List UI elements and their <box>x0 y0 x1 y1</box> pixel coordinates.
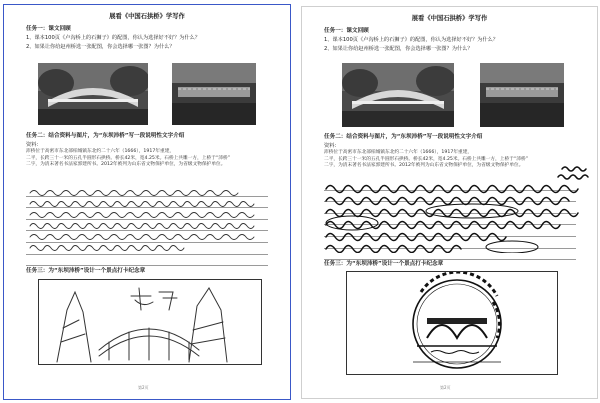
bridge-sketch-icon <box>39 280 261 364</box>
stamp-design-frame <box>346 271 558 375</box>
bridge-photo-2 <box>172 63 256 125</box>
page-footer: 第2页 <box>440 385 451 390</box>
bridge-photo-1 <box>342 63 454 127</box>
worksheet-page-left <box>3 4 291 400</box>
page-footer: 第2页 <box>138 385 149 390</box>
handwritten-answer <box>322 165 594 253</box>
worksheet-title: 展看《中国石拱桥》学写作 <box>411 15 488 22</box>
task2-heading: 任务二：结合资料与图片，为“东坝沛桥”写一段说明性文字介绍 <box>26 133 185 139</box>
task2-heading: 任务二：结合资料与图片，为“东坝沛桥”写一段说明性文字介绍 <box>324 134 483 140</box>
task1-question-1: 1、课本100页《卢沟桥上的石狮子》的配图，你认为选择好不好？为什么？ <box>324 37 499 43</box>
bridge-photo-1 <box>38 63 148 125</box>
resource-label: 资料： <box>26 142 42 148</box>
worksheet-title: 展看《中国石拱桥》学写作 <box>109 13 185 20</box>
bridge-photo-2 <box>480 63 564 127</box>
task3-heading: 任务三：为“东坝沛桥”设计一个景点打卡纪念章 <box>324 261 444 267</box>
task1-question-2: 2、如果让你给赵州桥选一张配图，你会选择哪一张图？为什么？ <box>26 44 175 50</box>
task1-heading: 任务一：课文回顾 <box>324 28 369 34</box>
resource-text: 沛桥位于高密市东北部柏城镇东北约二十六年（1666），1917年重建， 二平，长跨三十一米的五孔半圆形石拱桥。桥长42米，宽4.25米。石桥上共雕一方，上桥于“沛桥” 二字，为清末著名书法家郭建所书。2012年被列为山东省文物保护单位，为省级文物保护单位。 <box>26 149 231 168</box>
task1-question-2: 2、如果让你给赵州桥选一张配图，你会选择哪一张图？为什么？ <box>324 46 473 52</box>
worksheet-page-right <box>301 6 598 399</box>
task1-question-1: 1、课本100页《卢沟桥上的石狮子》的配图，你认为选择好不好？为什么？ <box>26 35 201 41</box>
resource-label: 资料： <box>324 143 340 149</box>
task3-heading: 任务三：为“东坝沛桥”设计一个景点打卡纪念章 <box>26 268 146 274</box>
stamp-sketch-frame <box>38 279 262 365</box>
handwritten-answer <box>26 185 268 259</box>
task1-heading: 任务一：课文回顾 <box>26 26 71 32</box>
resource-text: 沛桥位于高密市东北部柏城镇东北约二十六年（1666），1917年重建， 二平，长跨三十一米的五孔半圆形石拱桥。桥长42米，宽4.25米。石桥上共雕一方，上桥于“沛桥” 二字，为清末著名书法家郭建所书。2012年被列为山东省文物保护单位，为省级文物保护单位。 <box>324 150 529 169</box>
bridge-stamp-icon <box>347 272 557 374</box>
